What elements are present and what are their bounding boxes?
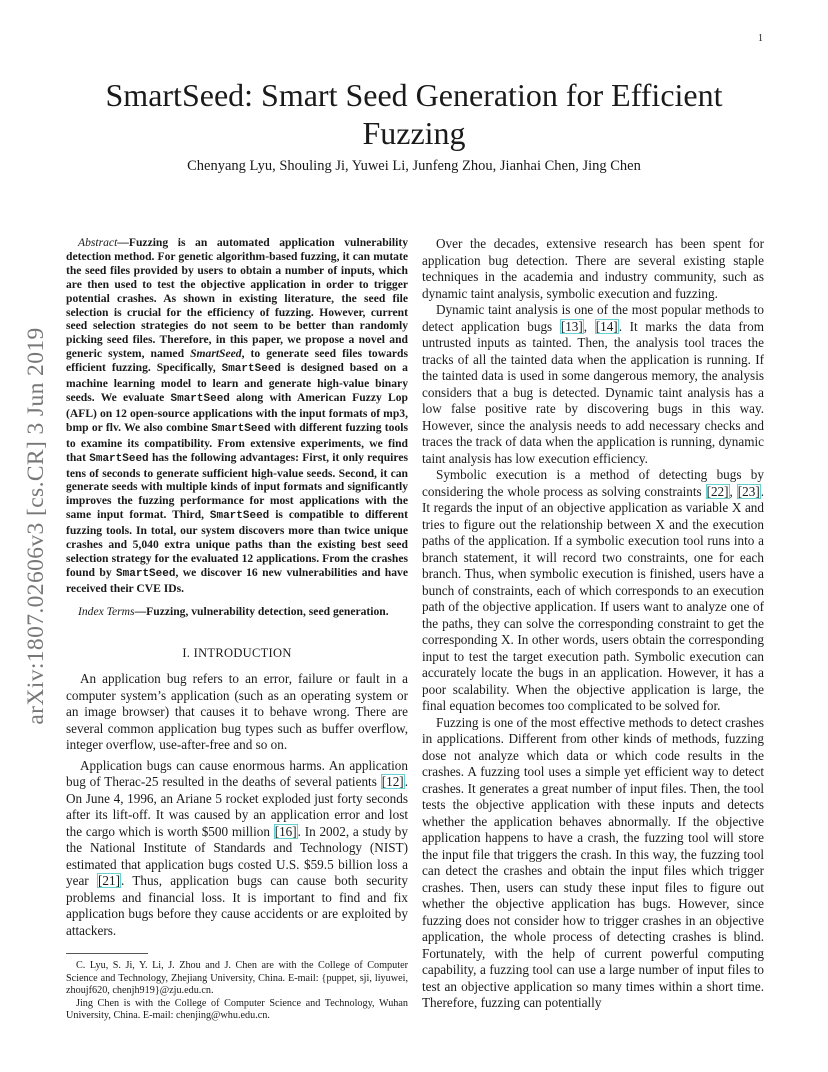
body-paragraph: Fuzzing is one of the most effective methods to detect crashes in applications. Different from other kinds of methods, fuzzing dose not analyze which data or which code results in the crashes. A fuzzing tool uses a simple yet efficient way to detect crashes. It generates a great number of input files. Then, the tool tests the objective application with these inputs and detects whether the application behaves abnormally. If the objective application happens to have a crash, the fuzzing tool will store the input file that triggers the crash. In this way, the fuzzing tool can detect the crashes and obtain the input files which trigger crashes. Then, users can study these input files to figure out whether the objective application has bugs. However, since fuzzing does not consider how to trigger crashes in an objective application, the whole process of detecting crashes is blind. Fortunately, with the help of current powerful computing capability, a fuzzing tool can use a large number of input files to test an objective application so many times within a short time. Therefore, fuzzing can potentially	[422, 714, 764, 1010]
section-heading: I. INTRODUCTION	[182, 645, 292, 660]
body-paragraph: Symbolic execution is a method of detecting bugs by considering the whole process as solving constraints [22], [23]. It regards the input of an objective application as variable X and tries to figure out the relationship between X and the execution paths of the application. If a symbolic execution tool runs into a branch statement, it will record two constraints, one for each branch. Thus, when symbolic execution is finished, users have a bunch of constraints, each of which corresponds to an execution path of the objective application. If users want to analyze one of the paths, they can solve the corresponding constraint to get the corresponding X. In other words, users obtain the corresponding input to test the target execution path. Symbolic execution can accurately locate the bugs in an application. However, it has a poor scalability. When the objective application is large, the final equation becomes too complicated to be solved for.	[422, 467, 765, 713]
citation-link[interactable]: [13]	[560, 318, 583, 334]
arxiv-identifier: arXiv:1807.02606v3 [cs.CR] 3 Jun 2019	[23, 327, 49, 725]
body-paragraph: Application bugs can cause enormous harms. An application bug of Therac-25 resulted in the deaths of several patients [12]. On June 4, 1996, an Ariane 5 rocket exploded just forty seconds after its lift-off. It was caused by an application error and lost the cargo which is worth $500 million [16]. In 2002, a study by the National Institute of Standards and Technology (NIST) estimated that application bugs costed U.S. $59.5 billion loss a year [21]. Thus, application bugs can cause both security problems and financial loss. It is important to find and fix application bugs before they cause accidents or are exploited by attackers.	[66, 757, 408, 938]
left-column	[66, 236, 408, 1023]
citation-link[interactable]: [21]	[97, 873, 120, 889]
author-list: Chenyang Lyu, Shouling Ji, Yuwei Li, Junfeng Zhou, Jianhai Chen, Jing Chen	[187, 158, 641, 174]
right-column	[422, 236, 764, 1012]
page-number: 1	[758, 33, 763, 44]
citation-link[interactable]: [14]	[595, 318, 618, 334]
index-terms: Index Terms—Fuzzing, vulnerability detection, seed generation.	[78, 604, 389, 618]
citation-link[interactable]: [22]	[706, 483, 729, 499]
abstract: Abstract—Fuzzing is an automated application vulnerability detection method. For genetic algorithm-based fuzzing, it can mutate the seed files provided by users to obtain a number of inputs, which are then used to test the objective application in order to trigger potential crashes. As shown in existing literature, the seed file selection is crucial for the efficiency of fuzzing. However, current seed selection strategies do not seem to be better than randomly picking seed files. Therefore, in this paper, we propose a novel and generic system, named SmartSeed, to generate seed files towards efficient fuzzing. Specifically, SmartSeed is designed based on a machine learning model to learn and generate high-value binary seeds. We evaluate SmartSeed along with American Fuzzy Lop (AFL) on 12 open-source applications with the input formats of mp3, bmp or flv. We also combine SmartSeed with different fuzzing tools to examine its compatibility. From extensive experiments, we find that SmartSeed has the following advantages: First, it only requires tens of seconds to generate sufficient high-value seeds. Second, it can generate seeds with multiple kinds of input formats and significantly improves the fuzzing performance for most applications with the same input format. Third, SmartSeed is compatible to different fuzzing tools. In total, our system discovers more than twice unique crashes and 5,040 extra unique paths than the existing best seed selection strategy for the evaluated 12 applications. From the crashes found by SmartSeed, we discover 16 new vulnerabilities and have received their CVE IDs.	[66, 236, 409, 595]
citation-link[interactable]: [16]	[274, 823, 297, 839]
citation-link[interactable]: [12]	[381, 774, 404, 790]
body-paragraph: Over the decades, extensive research has been spent for application bug detection. There are several existing staple techniques in the academia and industry community, such as dynamic taint analysis, symbolic execution and fuzzing.	[422, 236, 764, 301]
footnote: C. Lyu, S. Ji, Y. Li, J. Zhou and J. Chen are with the College of Computer Science and Technology, Zhejiang University, China. E-mail: {puppet, sji, liyuwei, zhoujf620, chenjh919}@zju.edu.cn.	[66, 960, 408, 997]
abstract-lead: Abstract	[78, 236, 118, 249]
citation-link[interactable]: [23]	[737, 483, 760, 499]
footnote: Jing Chen is with the College of Computer Science and Technology, Wuhan University, China. E-mail: chenjing@whu.edu.cn.	[66, 997, 408, 1022]
paper-title: SmartSeed: Smart Seed Generation for Efficient Fuzzing	[105, 77, 723, 151]
footnote-divider	[66, 953, 148, 954]
body-paragraph: Dynamic taint analysis is one of the most popular methods to detect application bugs [13], [14]. It marks the data from untrusted inputs as tainted. Then, the analysis tool traces the tracks of all the tainted data when the application is running. If the tainted data is used in some dangerous memory, the analysis considers that a bug is detected. Dynamic taint analysis has a low false positive rate by discovering bugs in this way. However, since the analysis needs to add necessary checks and traces the track of data when the application is running, dynamic taint analysis has low execution efficiency.	[422, 302, 764, 466]
body-paragraph: An application bug refers to an error, failure or fault in a computer system’s application (such as an operating system or an image browser) that causes it to behave wrong. There are several common application bug types such as buffer overflow, integer overflow, use-after-free and so on.	[66, 671, 408, 753]
